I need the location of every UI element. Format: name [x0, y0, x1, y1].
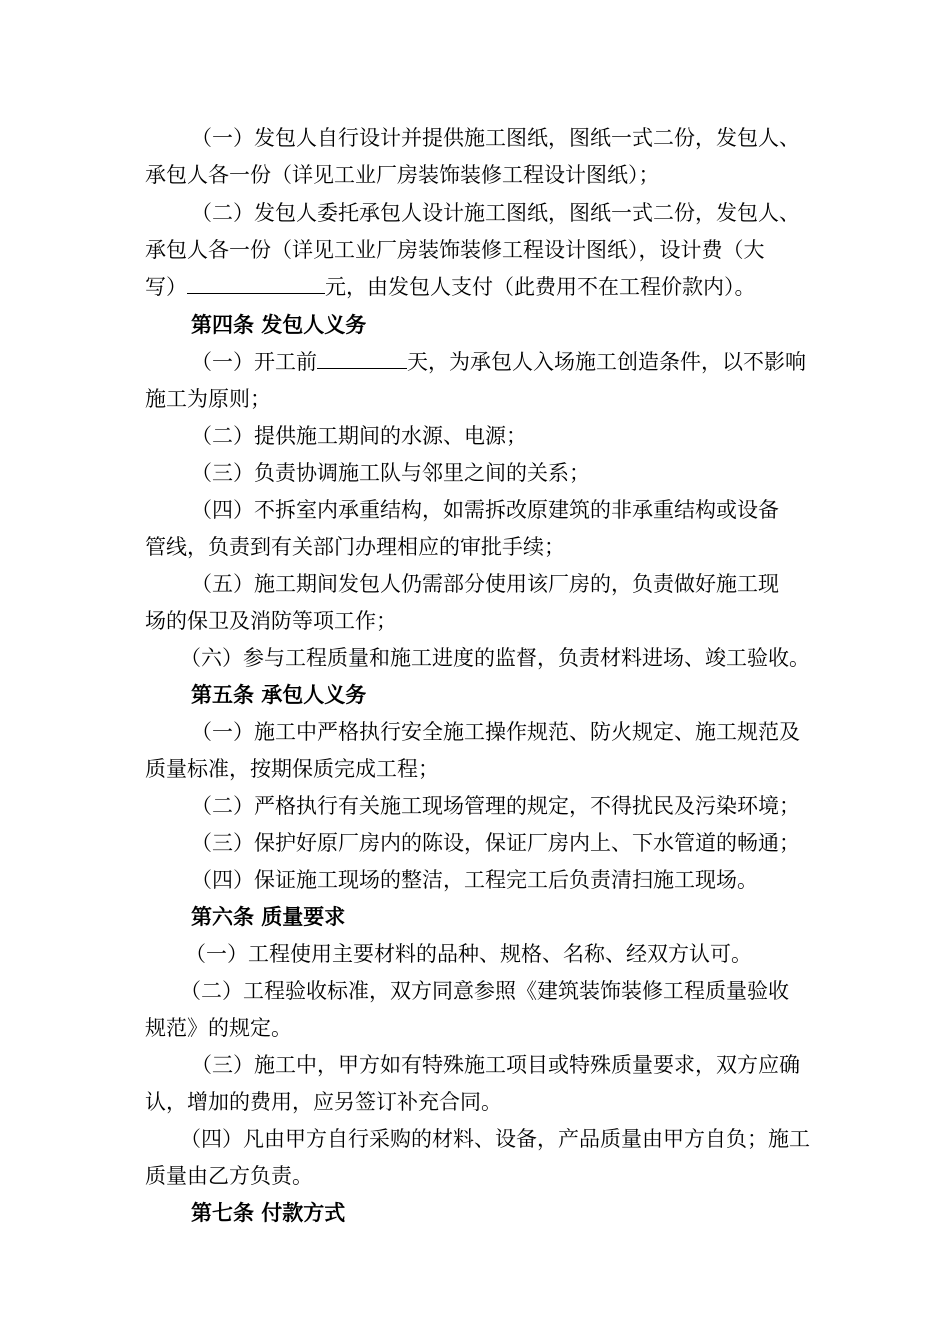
article-heading: 第七条 付款方式 — [191, 1201, 346, 1225]
article-heading: 第五条 承包人义务 — [191, 683, 367, 707]
paragraph-line — [145, 269, 815, 305]
fill-in-blank — [187, 273, 325, 294]
paragraph-line: （四）不拆室内承重结构，如需拆改原建筑的非承重结构或设备 — [191, 498, 779, 522]
paragraph-line: （二）发包人委托承包人设计施工图纸，图纸一式二份，发包人、 — [191, 201, 800, 225]
paragraph-line: （三）保护好原厂房内的陈设，保证厂房内上、下水管道的畅通； — [191, 831, 800, 855]
paragraph-line: （三）施工中，甲方如有特殊施工项目或特殊质量要求，双方应确 — [191, 1053, 800, 1077]
paragraph-line: （一）工程使用主要材料的品种、规格、名称、经双方认可。 — [185, 942, 752, 966]
text-segment: 天，为承包人入场施工创造条件，以不影响 — [407, 350, 806, 374]
paragraph-line: 场的保卫及消防等项工作； — [145, 609, 397, 633]
text-segment: （一）开工前 — [191, 350, 317, 374]
paragraph-line: 施工为原则； — [145, 387, 271, 411]
paragraph-line: （二）提供施工期间的水源、电源； — [191, 424, 527, 448]
paragraph-line: 承包人各一份（详见工业厂房装饰装修工程设计图纸），设计费（大 — [145, 238, 765, 262]
paragraph-line: （三）负责协调施工队与邻里之间的关系； — [191, 461, 590, 485]
paragraph-line: 承包人各一份（详见工业厂房装饰装修工程设计图纸）； — [145, 163, 660, 187]
text-segment: 写） — [145, 275, 187, 299]
paragraph-line: （一）施工中严格执行安全施工操作规范、防火规定、施工规范及 — [191, 720, 800, 744]
fill-in-blank — [317, 348, 407, 369]
text-segment: 元，由发包人支付（此费用不在工程价款内）。 — [325, 275, 756, 299]
paragraph-line: （二）工程验收标准，双方同意参照《建筑装饰装修工程质量验收 — [180, 979, 789, 1003]
article-heading: 第四条 发包人义务 — [191, 313, 367, 337]
paragraph-line: （四）保证施工现场的整洁，工程完工后负责清扫施工现场。 — [191, 868, 758, 892]
paragraph-line: 规范》的规定。 — [145, 1016, 292, 1040]
article-heading: 第六条 质量要求 — [191, 905, 346, 929]
paragraph-line: （六）参与工程质量和施工进度的监督，负责材料进场、竣工验收。 — [180, 646, 810, 670]
paragraph-line: （四）凡由甲方自行采购的材料、设备，产品质量由甲方自负；施工 — [180, 1127, 810, 1151]
paragraph-line: 质量由乙方负责。 — [145, 1164, 313, 1188]
paragraph-line: （二）严格执行有关施工现场管理的规定，不得扰民及污染环境； — [191, 794, 800, 818]
paragraph-line: （一）发包人自行设计并提供施工图纸，图纸一式二份，发包人、 — [191, 126, 800, 150]
paragraph-line: 质量标准，按期保质完成工程； — [145, 757, 439, 781]
paragraph-line: 认，增加的费用，应另签订补充合同。 — [145, 1090, 502, 1114]
paragraph-line: （五）施工期间发包人仍需部分使用该厂房的，负责做好施工现 — [191, 572, 779, 596]
paragraph-line — [191, 344, 861, 380]
paragraph-line: 管线，负责到有关部门办理相应的审批手续； — [145, 535, 565, 559]
